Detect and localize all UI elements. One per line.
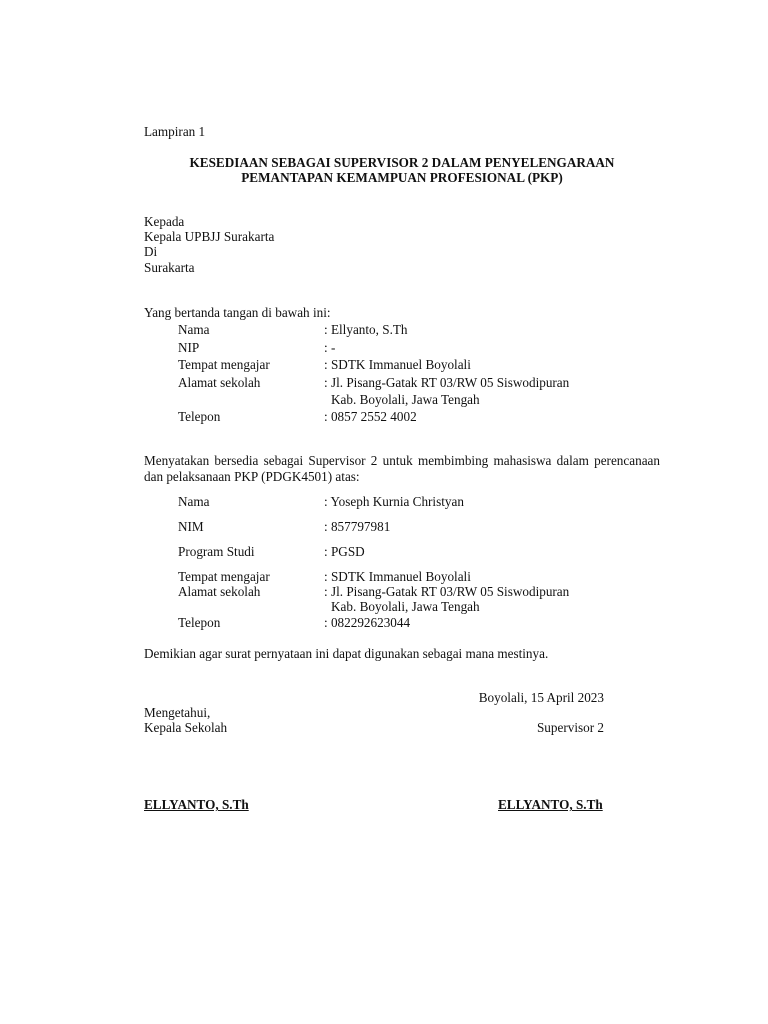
closing-sentence: Demikian agar surat pernyataan ini dapat digunakan sebagai mana mestinya. [144, 646, 549, 661]
supervisor-signature-name: ELLYANTO, S.Th [498, 797, 603, 812]
student-program-value: : PGSD [324, 544, 365, 559]
signer-intro: Yang bertanda tangan di bawah ini: [144, 305, 331, 320]
student-program-label: Program Studi [178, 544, 255, 559]
student-address-value-1: : Jl. Pisang-Gatak RT 03/RW 05 Siswodipuran [324, 584, 570, 599]
signer-name-value: : Ellyanto, S.Th [324, 322, 408, 337]
title-line-1: KESEDIAAN SEBAGAI SUPERVISOR 2 DALAM PENYELENGARAAN [189, 155, 615, 170]
signer-address-value-2: Kab. Boyolali, Jawa Tengah [331, 392, 480, 407]
student-phone-label: Telepon [178, 615, 221, 630]
supervisor-title: Supervisor 2 [536, 720, 604, 735]
signer-workplace-label: Tempat mengajar [178, 357, 270, 372]
student-phone-value: : 082292623044 [324, 615, 411, 630]
acknowledged-label: Mengetahui, [144, 705, 211, 720]
title-line-2: PEMANTAPAN KEMAMPUAN PROFESIONAL (PKP) [241, 170, 563, 185]
student-name-label: Nama [178, 494, 210, 509]
signer-nip-label: NIP [178, 340, 200, 355]
principal-signature-name: ELLYANTO, S.Th [144, 797, 249, 812]
recipient-line-2: Kepala UPBJJ Surakarta [144, 229, 275, 244]
signer-nip-value: : - [324, 340, 336, 355]
student-workplace-label: Tempat mengajar [178, 569, 270, 584]
recipient-line-4: Surakarta [144, 260, 195, 275]
student-nim-value: : 857797981 [324, 519, 391, 534]
student-address-value-2: Kab. Boyolali, Jawa Tengah [331, 599, 480, 614]
recipient-line-1: Kepada [144, 214, 185, 229]
principal-title: Kepala Sekolah [144, 720, 228, 735]
student-workplace-value: : SDTK Immanuel Boyolali [324, 569, 471, 584]
student-name-value: : Yoseph Kurnia Christyan [324, 494, 464, 509]
signer-phone-label: Telepon [178, 409, 221, 424]
signer-address-label: Alamat sekolah [178, 375, 261, 390]
statement-paragraph: Menyatakan bersedia sebagai Supervisor 2 untuk membimbing mahasiswa dalam perencanaan dan pelaksanaan PKP (PDGK4501) atas: [144, 453, 660, 484]
signer-phone-value: : 0857 2552 4002 [324, 409, 417, 424]
student-address-label: Alamat sekolah [178, 584, 261, 599]
signer-workplace-value: : SDTK Immanuel Boyolali [324, 357, 471, 372]
recipient-line-3: Di [144, 244, 158, 259]
place-date: Boyolali, 15 April 2023 [478, 690, 604, 705]
student-nim-label: NIM [178, 519, 204, 534]
signer-name-label: Nama [178, 322, 210, 337]
signer-address-value-1: : Jl. Pisang-Gatak RT 03/RW 05 Siswodipuran [324, 375, 570, 390]
attachment-label: Lampiran 1 [144, 124, 206, 139]
